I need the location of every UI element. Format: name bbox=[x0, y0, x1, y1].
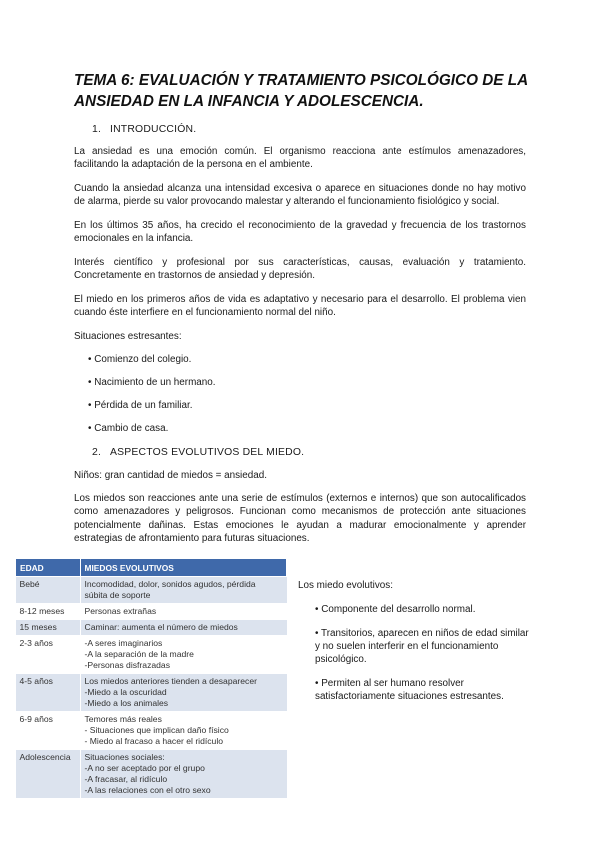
side-bullet-text: Transitorios, aparecen en niños de edad similar y no suelen interferir en el funcionamiento psicológico. bbox=[315, 628, 529, 665]
paragraph-4: Interés científico y profesional por sus características, causas, evaluación y tratamiento. Concretamente en trastornos de ansiedad y depresión. bbox=[74, 257, 526, 282]
ninos-line: Niños: gran cantidad de miedos = ansiedad. bbox=[74, 470, 267, 481]
fear-line: - Situaciones que implican daño físico bbox=[84, 725, 229, 735]
page-title: TEMA 6: EVALUACIÓN Y TRATAMIENTO PSICOLÓGICO DE LA ANSIEDAD EN LA INFANCIA Y ADOLESCENCIA. bbox=[74, 72, 528, 110]
bullet-marker: • bbox=[88, 400, 92, 411]
evolutive-fears-table bbox=[15, 558, 287, 799]
fear-line: Caminar: aumenta el número de miedos bbox=[84, 622, 238, 632]
fears-cell bbox=[80, 604, 287, 620]
fear-line: -Miedo a los animales bbox=[84, 698, 169, 708]
table-row bbox=[16, 712, 287, 750]
section-label: INTRODUCCIÓN. bbox=[110, 124, 197, 135]
paragraph-2: Cuando la ansiedad alcanza una intensidad excesiva o aparece en situaciones donde no hay motivo de alarma, pierde su valor provocando malestar y alterando el funcionamiento fisiológico y social. bbox=[74, 183, 526, 208]
fear-line: Situaciones sociales: bbox=[84, 752, 165, 762]
side-title: Los miedo evolutivos: bbox=[298, 580, 393, 591]
fear-line: Los miedos anteriores tienden a desaparecer bbox=[84, 676, 257, 686]
table-row bbox=[16, 750, 287, 799]
fears-cell bbox=[80, 750, 287, 799]
age-cell: 8-12 meses bbox=[16, 604, 81, 620]
list-item-text: Cambio de casa. bbox=[94, 423, 169, 434]
paragraph-6: Los miedos son reacciones ante una serie de estímulos (externos e internos) que son autocalificados como amenazadores y peligrosos. Funcionan como mecanismos de protección ante situaciones potencialmente dañinas. Estas emociones le ayudan a madurar emocionalmente y aprender estrategias de afrontamiento para futuras situaciones. bbox=[74, 493, 526, 545]
section-heading-aspectos bbox=[92, 447, 304, 458]
fears-cell bbox=[80, 577, 287, 604]
table-row bbox=[16, 636, 287, 674]
bullet-marker: • bbox=[88, 377, 92, 388]
fears-cell bbox=[80, 620, 287, 636]
list-item-text: Pérdida de un familiar. bbox=[94, 400, 193, 411]
list-item bbox=[88, 423, 168, 434]
age-cell: 4-5 años bbox=[16, 674, 81, 712]
list-item-text: Comienzo del colegio. bbox=[94, 354, 192, 365]
age-cell: Adolescencia bbox=[16, 750, 81, 799]
section-heading-introduccion bbox=[92, 124, 196, 135]
table-row bbox=[16, 620, 287, 636]
list-item bbox=[88, 400, 192, 411]
header-edad: EDAD bbox=[16, 559, 81, 577]
paragraph-5: El miedo en los primeros años de vida es adaptativo y necesario para el desarrollo. El problema vien cuando éste interfiere en el funcionamiento normal del niño. bbox=[74, 294, 526, 319]
side-bullet bbox=[315, 627, 530, 666]
header-miedos: MIEDOS EVOLUTIVOS bbox=[80, 559, 287, 577]
fears-cell bbox=[80, 674, 287, 712]
bullet-marker: • bbox=[88, 354, 92, 365]
fear-line: - Miedo al fracaso a hacer el ridículo bbox=[84, 736, 224, 746]
fear-line: -A fracasar, al ridículo bbox=[84, 774, 168, 784]
list-item-text: Nacimiento de un hermano. bbox=[94, 377, 216, 388]
age-cell: Bebé bbox=[16, 577, 81, 604]
situations-label: Situaciones estresantes: bbox=[74, 331, 182, 342]
age-cell: 6-9 años bbox=[16, 712, 81, 750]
fear-line: -A las relaciones con el otro sexo bbox=[84, 785, 211, 795]
paragraph-1: La ansiedad es una emoción común. El organismo reacciona ante estímulos amenazadores, facilitando la adaptación de la persona en el ambiente. bbox=[74, 146, 526, 171]
fear-line: Temores más reales bbox=[84, 714, 162, 724]
fear-line: -Personas disfrazadas bbox=[84, 660, 171, 670]
table-row bbox=[16, 577, 287, 604]
fear-line: -Miedo a la oscuridad bbox=[84, 687, 167, 697]
bullet-marker: • bbox=[315, 628, 319, 639]
paragraph-3: En los últimos 35 años, ha crecido el reconocimiento de la gravedad y frecuencia de los trastornos emocionales en la infancia. bbox=[74, 220, 526, 245]
side-bullet-text: Componente del desarrollo normal. bbox=[321, 604, 476, 615]
section-label: ASPECTOS EVOLUTIVOS DEL MIEDO. bbox=[110, 447, 305, 458]
section-number: 2. bbox=[92, 447, 102, 458]
side-bullet-text: Permiten al ser humano resolver satisfactoriamente situaciones estresantes. bbox=[315, 678, 504, 702]
bullet-marker: • bbox=[88, 423, 92, 434]
fears-cell bbox=[80, 636, 287, 674]
fear-line: -A no ser aceptado por el grupo bbox=[84, 763, 205, 773]
fear-line: Incomodidad, dolor, sonidos agudos, pérdida bbox=[84, 579, 256, 589]
side-bullet bbox=[315, 603, 530, 616]
fear-line: súbita de soporte bbox=[84, 590, 151, 600]
table-row bbox=[16, 604, 287, 620]
fear-line: -A la separación de la madre bbox=[84, 649, 194, 659]
bullet-marker: • bbox=[315, 604, 319, 615]
fear-line: Personas extrañas bbox=[84, 606, 157, 616]
fears-cell bbox=[80, 712, 287, 750]
list-item bbox=[88, 354, 191, 365]
bullet-marker: • bbox=[315, 678, 319, 689]
list-item bbox=[88, 377, 216, 388]
age-cell: 15 meses bbox=[16, 620, 81, 636]
section-number: 1. bbox=[92, 124, 102, 135]
side-bullet bbox=[315, 677, 530, 703]
table-row bbox=[16, 674, 287, 712]
table-header-row bbox=[16, 559, 287, 577]
fear-line: -A seres imaginarios bbox=[84, 638, 163, 648]
age-cell: 2-3 años bbox=[16, 636, 81, 674]
